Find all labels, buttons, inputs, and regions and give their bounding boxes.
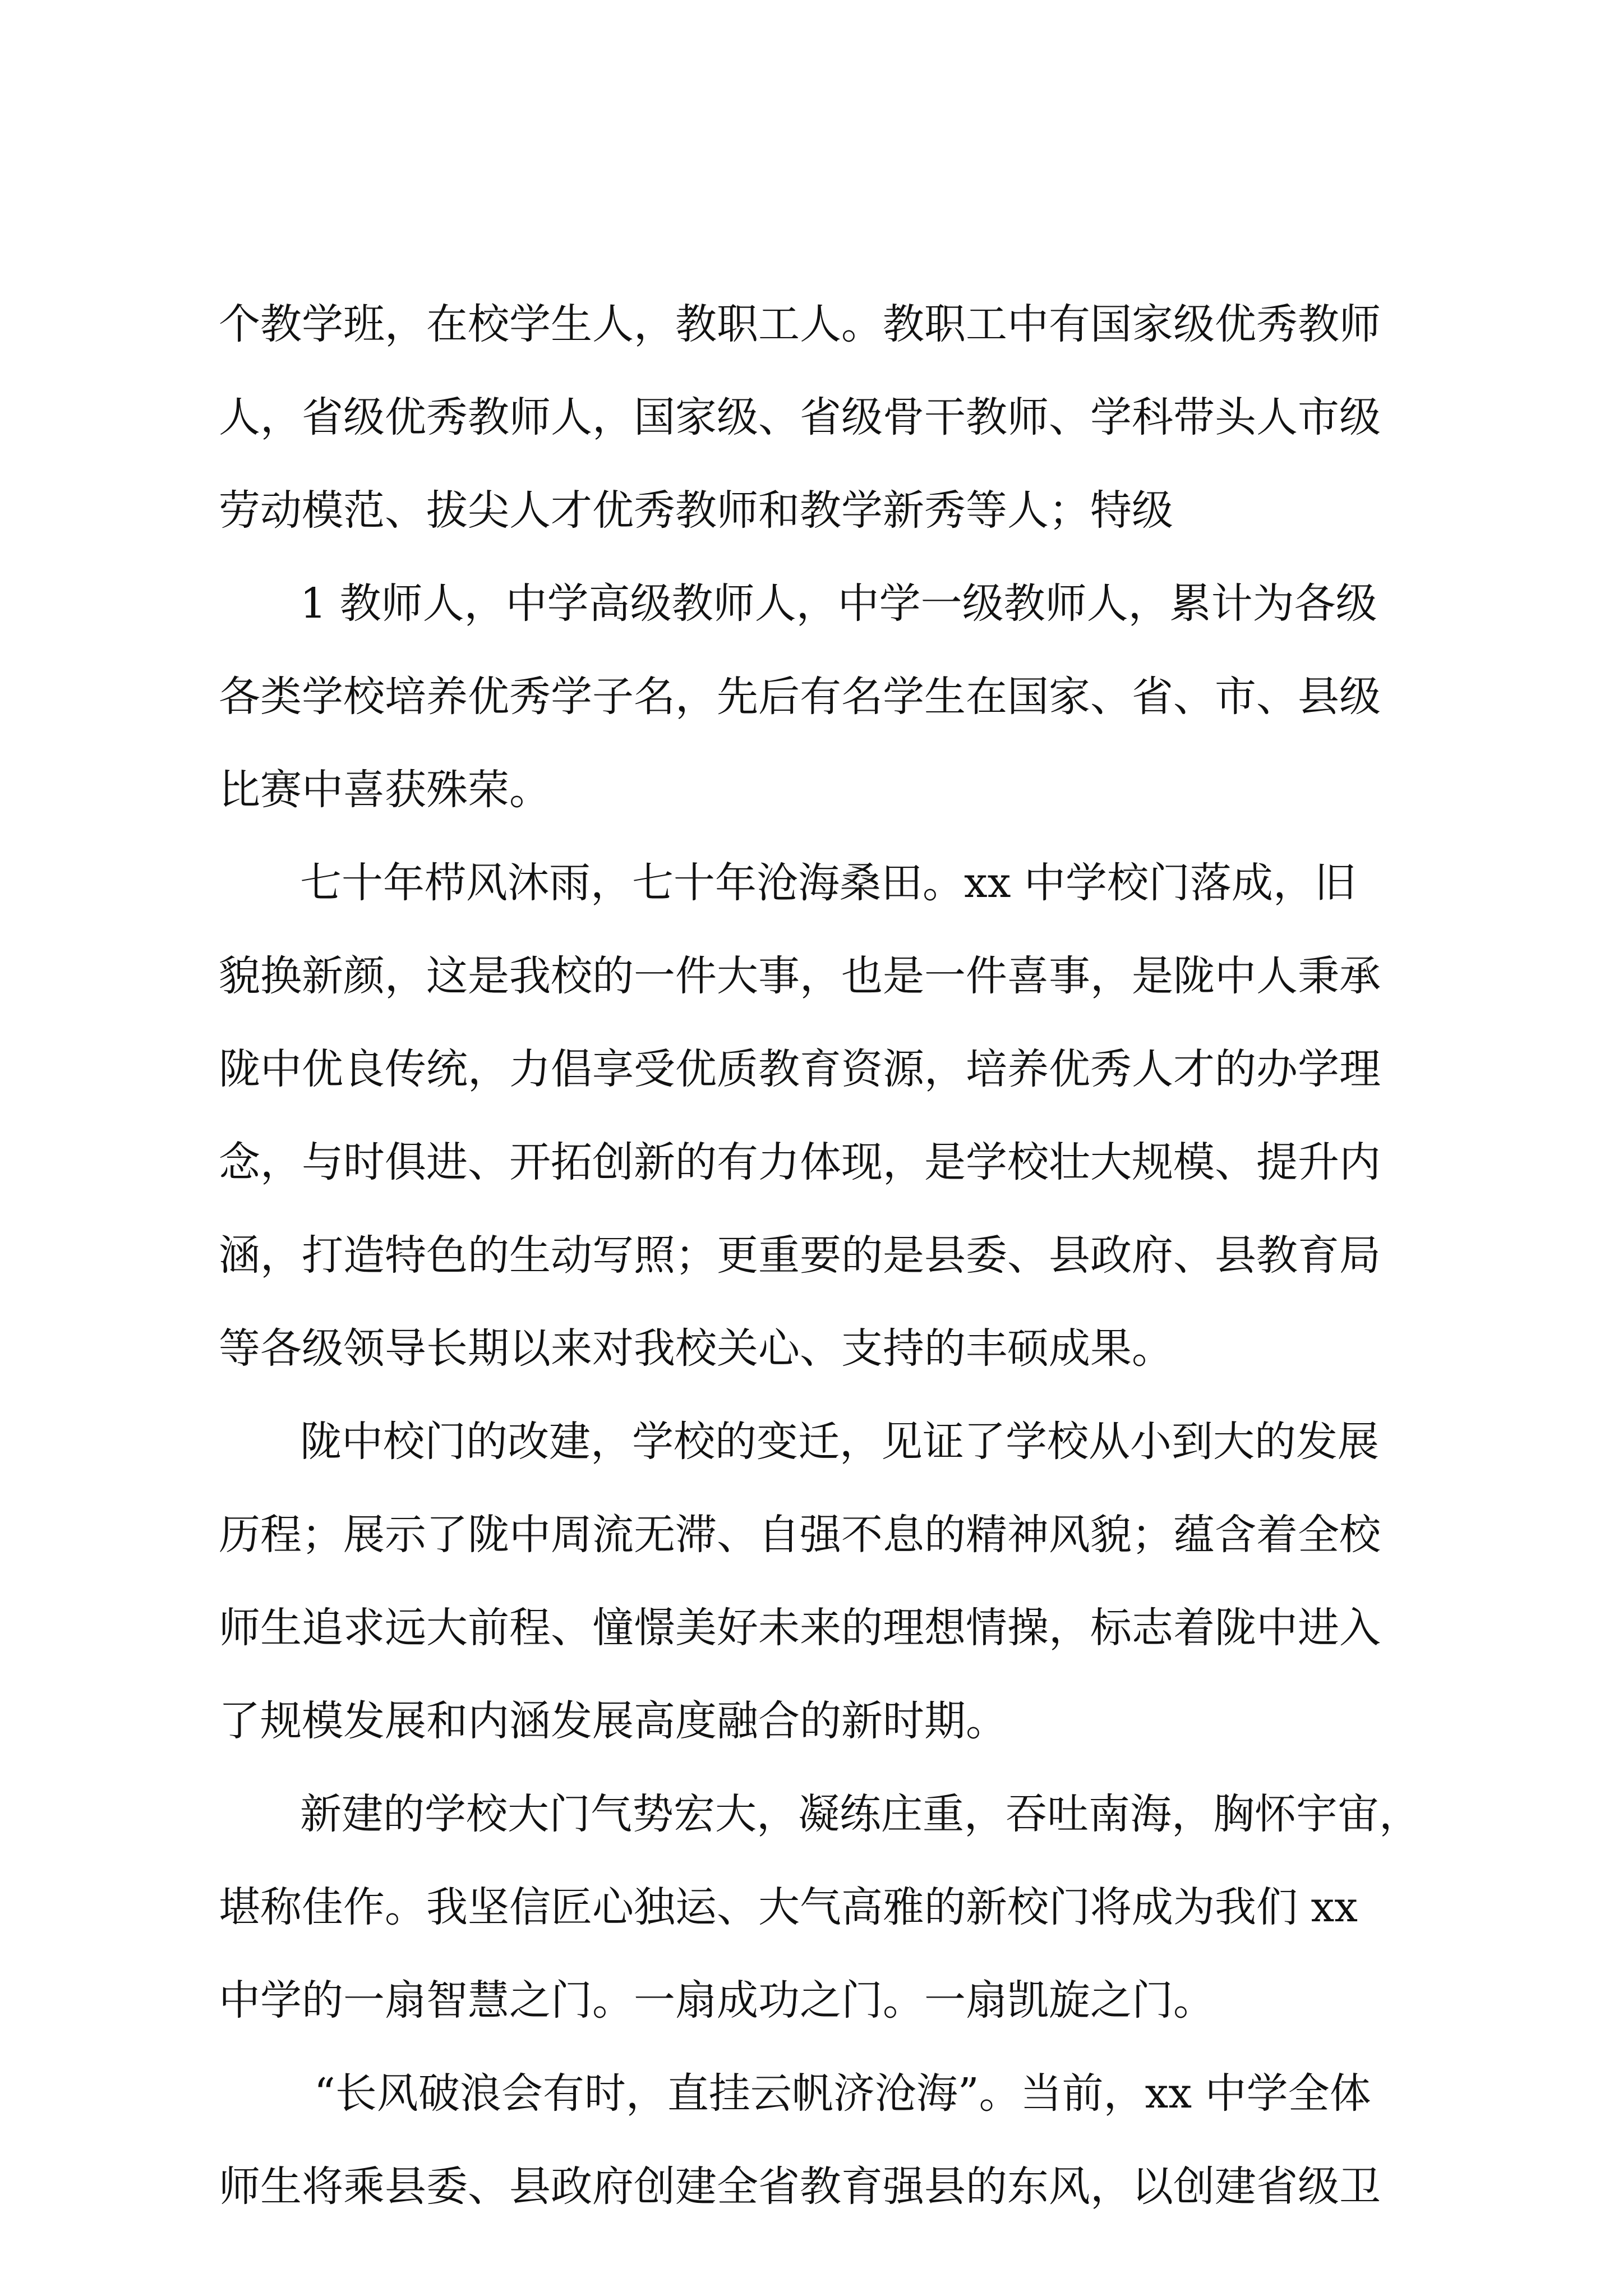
text-line: 师生追求远大前程、憧憬美好未来的理想情操，标志着陇中进入	[219, 1604, 1381, 1652]
text-line: 等各级领导长期以来对我校关心、支持的丰硕成果。	[219, 1324, 1173, 1373]
text-line: 人，省级优秀教师人，国家级、省级骨干教师、学科带头人市级	[219, 393, 1381, 441]
text-line: 劳动模范、拔尖人才优秀教师和教学新秀等人；特级	[219, 486, 1173, 535]
text-line: 貌换新颜，这是我校的一件大事，也是一件喜事，是陇中人秉承	[219, 952, 1381, 1000]
text-line: 中学的一扇智慧之门。一扇成功之门。一扇凯旋之门。	[219, 1976, 1215, 2024]
text-line: 陇中校门的改建，学校的变迁，见证了学校从小到大的发展	[300, 1418, 1379, 1466]
text-line: 陇中优良传统，力倡享受优质教育资源，培养优秀人才的办学理	[219, 1045, 1381, 1093]
text-line: 个教学班，在校学生人，教职工人。教职工中有国家级优秀教师	[219, 300, 1381, 348]
text-line: “长风破浪会有时，直挂云帆济沧海”。当前，xx 中学全体	[314, 2069, 1371, 2118]
text-line: 了规模发展和内涵发展高度融合的新时期。	[219, 1697, 1007, 1745]
text-line: 师生将乘县委、县政府创建全省教育强县的东风，以创建省级卫	[219, 2162, 1381, 2211]
text-line: 七十年栉风沐雨，七十年沧海桑田。xx 中学校门落成，旧	[300, 859, 1356, 907]
text-line: 1 教师人，中学高级教师人，中学一级教师人，累计为各级	[300, 579, 1377, 628]
text-line: 念，与时俱进、开拓创新的有力体现，是学校壮大规模、提升内	[219, 1138, 1381, 1186]
text-line: 堪称佳作。我坚信匠心独运、大气高雅的新校门将成为我们 xx	[219, 1883, 1358, 1931]
text-line: 历程；展示了陇中周流无滞、自强不息的精神风貌；蕴含着全校	[219, 1511, 1381, 1559]
text-line: 涵，打造特色的生动写照；更重要的是县委、县政府、县教育局	[219, 1231, 1381, 1280]
text-line: 各类学校培养优秀学子名，先后有名学生在国家、省、市、县级	[219, 673, 1381, 721]
text-line: 新建的学校大门气势宏大，凝练庄重，吞吐南海，胸怀宇宙，	[300, 1790, 1421, 1838]
text-line: 比赛中喜获殊荣。	[219, 766, 551, 814]
